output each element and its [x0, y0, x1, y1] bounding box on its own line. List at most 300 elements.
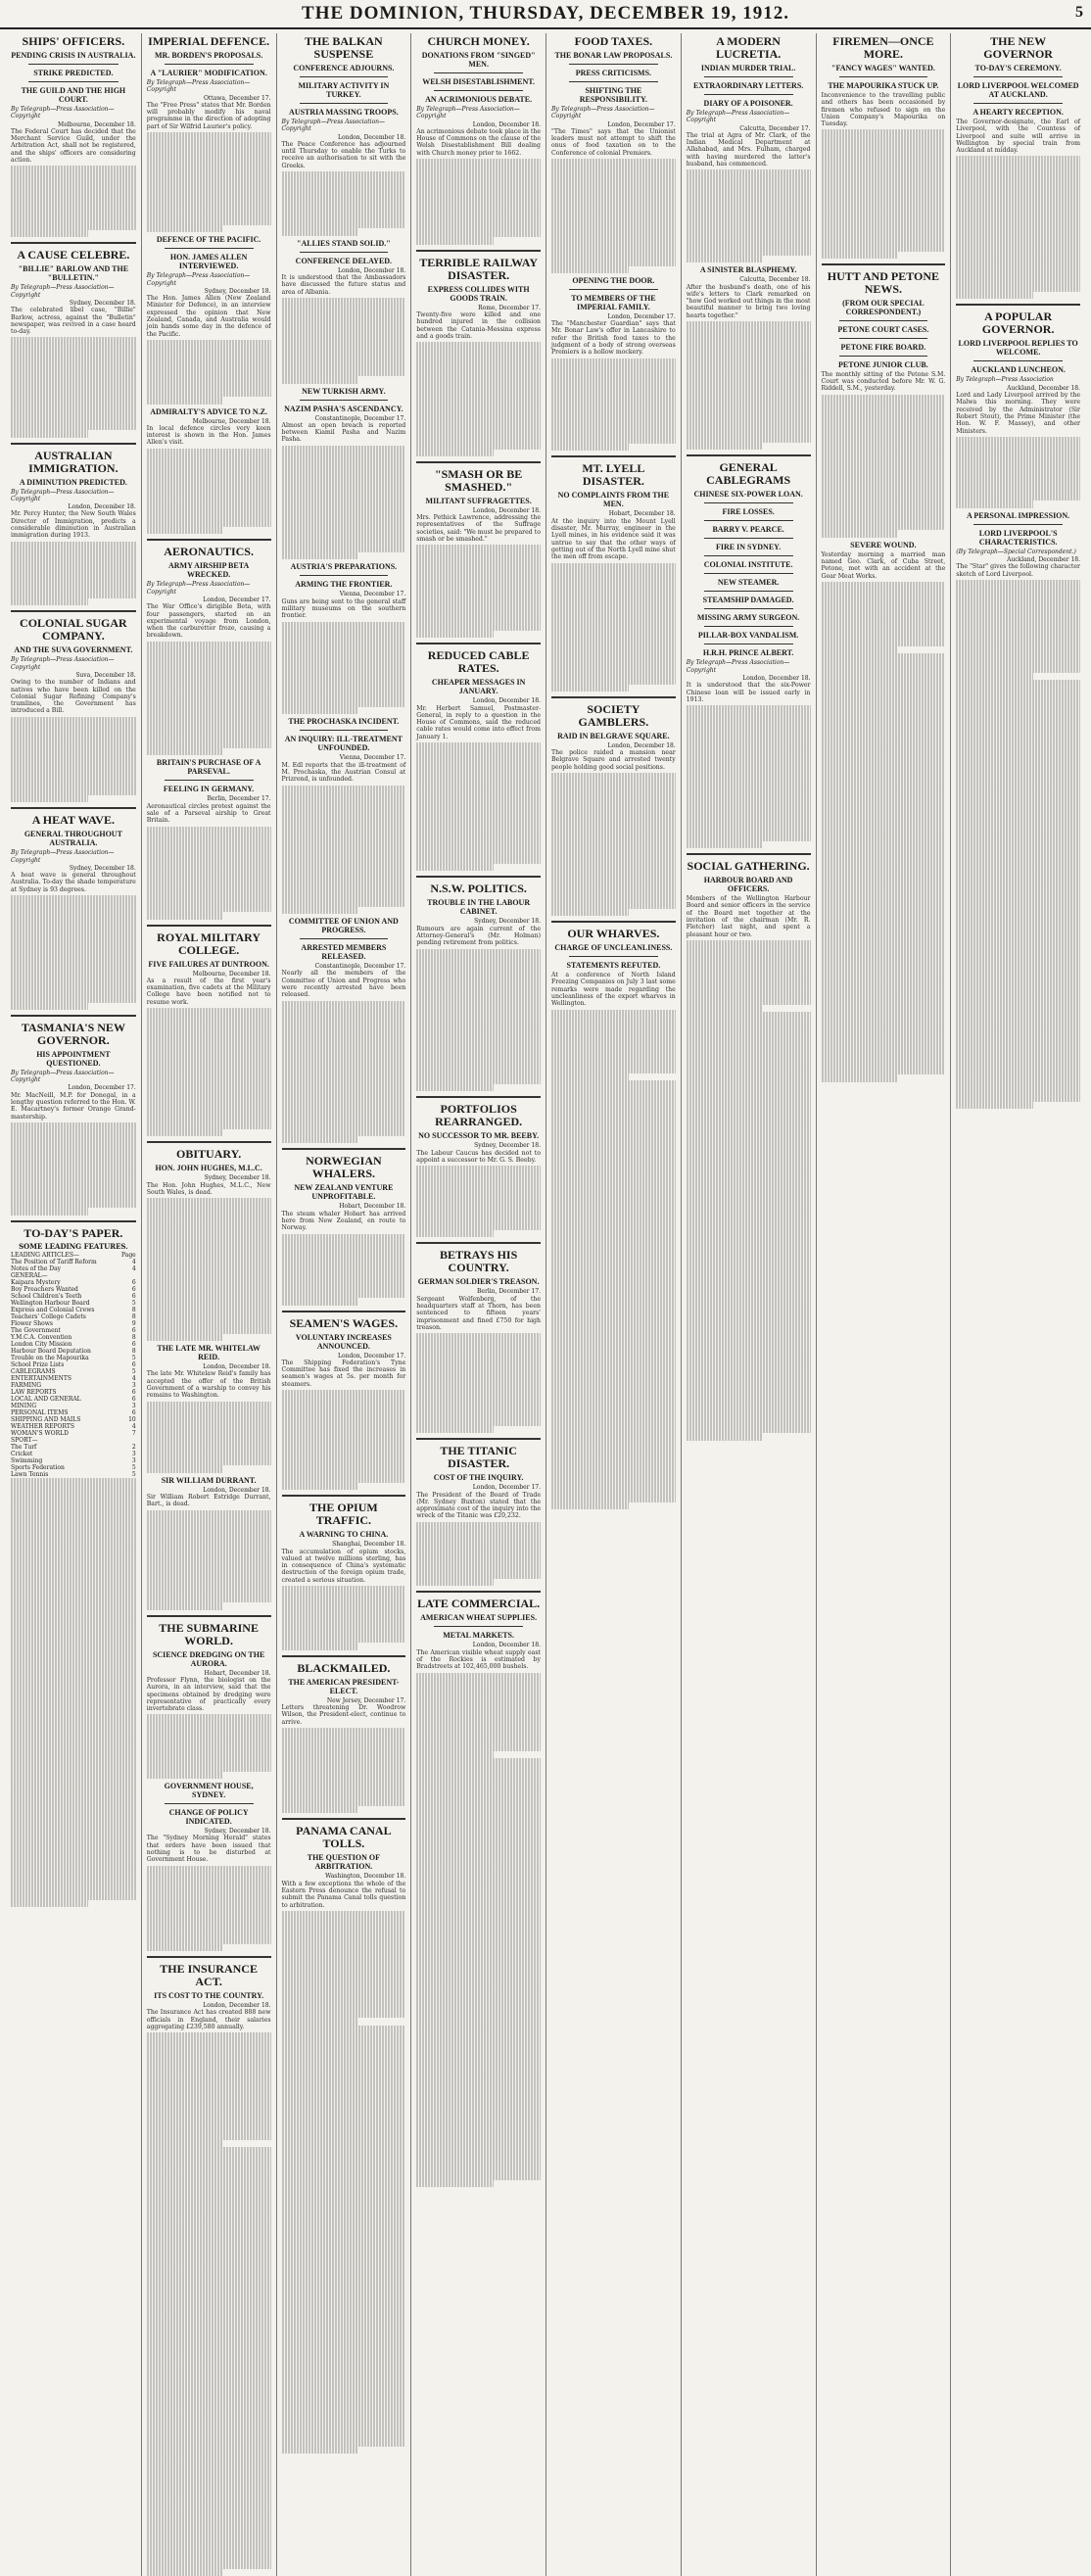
body-text-line: [956, 966, 1080, 973]
body-text-line: [822, 395, 946, 402]
article-headline: THE BALKAN SUSPENSE: [305, 34, 383, 61]
body-text-line: [956, 716, 1080, 723]
body-text-line: [11, 1194, 136, 1201]
body-text-line: [416, 2123, 541, 2129]
body-text-line: [147, 1465, 224, 1472]
body-text-line: [687, 256, 764, 262]
body-text-line: [822, 501, 946, 508]
body-text-line: [11, 1550, 136, 1556]
body-text-line: [551, 1131, 676, 1138]
body-text-line: [416, 1973, 541, 1980]
body-text-line: [551, 209, 676, 215]
body-text-line: [147, 1051, 271, 1058]
body-text-line: [416, 1216, 541, 1222]
body-text-line: [822, 660, 946, 667]
article-subheading: SIR WILLIAM DURRANT.: [161, 1475, 257, 1485]
body-text-line: [147, 2283, 271, 2290]
body-text-line: [416, 1398, 541, 1405]
body-text-line: [282, 1968, 406, 1975]
body-text-line: [147, 1241, 271, 1248]
body-text-line: [11, 223, 136, 230]
article-subheading: LORD LIVERPOOL'S CHARACTERISTICS.: [978, 528, 1058, 547]
toc-label: PERSONAL ITEMS: [11, 1409, 69, 1417]
heading-rule: [839, 320, 928, 321]
body-text-line: [956, 1066, 1080, 1073]
body-text-line: [416, 2144, 541, 2151]
dateline-place: Auckland, December 18.: [1007, 556, 1080, 564]
body-text-line: [11, 570, 136, 577]
body-text-line: [416, 1823, 541, 1830]
body-text-line: [416, 778, 541, 785]
article-divider: [551, 455, 676, 457]
body-text-line: [416, 1887, 541, 1894]
body-text-line: [551, 1117, 676, 1123]
body-text-line: [687, 997, 811, 1004]
body-text-line: [416, 1376, 541, 1383]
article-subheading: ADMIRALTY'S ADVICE TO N.Z.: [150, 406, 267, 416]
body-text-line: [416, 1744, 541, 1751]
body-text-line: [416, 757, 541, 764]
body-text-line: [11, 549, 136, 555]
body-text-line: [147, 2390, 271, 2397]
toc-page: 10: [128, 1416, 136, 1424]
article-headline: GENERAL CABLEGRAMS: [706, 460, 791, 488]
body-text-line: [687, 813, 811, 820]
body-text-line: [551, 1331, 676, 1338]
body-text-line: [416, 1715, 541, 1722]
body-text-line: [282, 2390, 406, 2397]
body-text-line: [11, 1757, 136, 1764]
toc-label: WEATHER REPORTS: [11, 1423, 74, 1431]
body-text-line: [687, 1361, 811, 1368]
body-text-line: [147, 1086, 271, 1093]
body-text-line: [416, 1730, 541, 1737]
body-text-line: [416, 1966, 541, 1973]
dateline-place: London, December 18.: [337, 133, 406, 141]
body-text-line: [416, 581, 541, 588]
body-text-line: [282, 650, 406, 657]
body-text-line: [687, 169, 811, 176]
article-paragraph: Inconvenience to the travelling public and others has been occasioned by firemen who refused to sign on the Union Company's Mapourika on Tuesday.: [821, 92, 946, 128]
toc-page: 6: [131, 1389, 136, 1397]
article-subheading: BARRY V. PEARCE.: [712, 525, 784, 535]
body-text-line: [282, 1643, 359, 1649]
body-text-line: [11, 1628, 136, 1635]
body-text-line: [416, 1844, 541, 1851]
article-subheading: "FANCY WAGES" WANTED.: [831, 64, 935, 72]
body-text-line: [11, 1208, 88, 1215]
dateline-place: Sydney, December 18.: [204, 1174, 271, 1182]
body-text-line: [147, 2561, 271, 2568]
body-text-line: [147, 2075, 271, 2082]
body-text-line: [551, 215, 676, 222]
body-text-line: [687, 798, 811, 805]
body-text-line: [956, 1080, 1080, 1087]
body-text-line: [416, 1173, 541, 1180]
body-text-line: [147, 1319, 271, 1326]
body-text-line: [416, 764, 541, 771]
article-subheading: A DIMINUTION PREDICTED.: [19, 477, 127, 487]
toc-subtitle: SOME LEADING FEATURES.: [19, 1241, 128, 1251]
body-text-line: [282, 2004, 406, 2011]
body-text-line: [11, 408, 136, 415]
body-text-line: [11, 1643, 136, 1649]
body-text-line: [11, 1821, 136, 1828]
body-text-line: [822, 646, 899, 653]
heading-rule: [973, 524, 1063, 525]
body-text-line: [551, 266, 629, 273]
body-text-line: [416, 2172, 541, 2179]
toc-label: Kaipara Mystery: [11, 1279, 61, 1287]
body-text-line: [956, 744, 1080, 751]
heading-rule: [165, 780, 254, 781]
article-headline: NORWEGIAN WHALERS.: [306, 1154, 382, 1181]
body-text-line: [416, 2080, 541, 2087]
body-text-line: [416, 2180, 494, 2187]
body-text-line: [11, 1664, 136, 1671]
body-text-line: [147, 1729, 271, 1736]
toc-label: The Position of Tariff Reform: [11, 1259, 97, 1266]
article: [147, 1141, 271, 1341]
body-text-line: [282, 1108, 406, 1115]
body-text-line: [282, 1976, 406, 1982]
body-text-line: [416, 749, 541, 756]
body-text-line: [551, 1416, 676, 1423]
body-text-line: [147, 1937, 271, 1944]
body-text-line: [11, 1771, 136, 1778]
body-text-line: [687, 1326, 811, 1333]
body-text-line: [147, 2054, 271, 2061]
body-text-line: [551, 252, 676, 259]
body-text-line: [416, 1056, 541, 1063]
article-subheading: FIVE FAILURES AT DUNTROON.: [148, 959, 269, 969]
article-subheading: NO COMPLAINTS FROM THE MEN.: [557, 491, 670, 509]
toc-row: [11, 1382, 136, 1389]
body-text-line: [416, 1816, 541, 1823]
body-text-line: [147, 2297, 271, 2304]
body-text-line: [687, 1262, 811, 1268]
body-text-line: [147, 375, 271, 382]
body-text-line: [147, 2340, 271, 2347]
body-text-line: [147, 1269, 271, 1276]
body-text-line: [147, 2190, 271, 2197]
body-text-line: [282, 799, 406, 806]
body-text-line: [822, 832, 946, 838]
body-text-line: [956, 263, 1080, 270]
toc-row: [11, 1355, 136, 1361]
body-text-line: [11, 195, 136, 202]
article-subheading: CONFERENCE ADJOURNS.: [293, 64, 395, 72]
body-text-line: [416, 1765, 541, 1772]
body-text-line: [822, 753, 946, 760]
body-text-line: [282, 2190, 406, 2197]
body-text-line: [147, 2455, 271, 2461]
article-subheading: BRITAIN'S PURCHASE OF A PARSEVAL.: [156, 758, 261, 777]
body-text-line: [822, 975, 946, 981]
body-text-line: [147, 189, 271, 196]
body-text-line: [551, 1181, 676, 1188]
body-text-line: [147, 204, 271, 211]
body-text-line: [416, 2044, 541, 2051]
body-text-line: [147, 670, 271, 677]
toc-row: [11, 1327, 136, 1334]
article-subheading: AMERICAN WHEAT SUPPLIES.: [420, 1613, 538, 1623]
body-text-line: [551, 1024, 676, 1030]
body-text-line: [551, 1245, 676, 1252]
body-text-line: [282, 2447, 359, 2454]
body-text-line: [147, 1908, 271, 1915]
body-text-line: [11, 1721, 136, 1728]
body-text-line: [282, 1015, 406, 1022]
article-subheading: DEFENCE OF THE PACIFIC.: [156, 235, 261, 245]
body-text-line: [147, 848, 271, 855]
body-text-line: [147, 390, 271, 397]
body-text-line: [822, 882, 946, 888]
body-text-line: [147, 1944, 224, 1951]
body-text-line: [11, 598, 88, 605]
toc-label: London City Mission: [11, 1341, 72, 1349]
article: [822, 263, 946, 538]
dateline: (By Telegraph—Special Correspondent.): [956, 548, 1076, 555]
body-text-line: [416, 799, 541, 806]
body-text-line: [147, 2069, 271, 2075]
body-text-line: [687, 1040, 811, 1047]
body-text-line: [147, 1312, 271, 1319]
toc-label: School Prize Lists: [11, 1361, 65, 1369]
toc-row: [11, 1389, 136, 1396]
body-text-line: [147, 1602, 224, 1609]
body-text-line: [147, 2526, 271, 2533]
body-text-line: [822, 896, 946, 903]
body-text-line: [822, 129, 946, 136]
body-text-line: [551, 1188, 676, 1195]
article: [822, 541, 946, 653]
body-text-line: [147, 2569, 224, 2576]
dateline-place: Sydney, December 18.: [474, 918, 541, 926]
body-text-line: [956, 177, 1080, 184]
article-paragraph: Twenty-five were killed and one hundred injured in the collision between the Catania-Messina express and a goods train.: [416, 310, 541, 340]
body-text-line: [11, 1514, 136, 1521]
body-text-line: [147, 1539, 271, 1546]
body-text-line: [687, 378, 811, 385]
body-text-line: [687, 1026, 811, 1032]
body-text-line: [11, 1728, 136, 1735]
body-text-line: [416, 821, 541, 828]
body-text-line: [551, 394, 676, 401]
toc-label: Wellington Harbour Board: [11, 1300, 90, 1308]
body-text-line: [282, 857, 406, 864]
body-text-line: [282, 2169, 406, 2175]
body-text-line: [282, 2197, 406, 2204]
body-text-line: [147, 1567, 271, 1574]
article-divider: [416, 643, 541, 644]
body-text-line: [687, 371, 811, 378]
toc-label: Cricket: [11, 1451, 33, 1458]
heading-rule: [165, 248, 254, 249]
body-text-line: [551, 648, 676, 655]
body-text-line: [147, 1094, 271, 1101]
body-text-line: [416, 1187, 541, 1194]
body-text-line: [416, 223, 541, 230]
body-text-line: [147, 2133, 271, 2140]
article-subheading: MILITARY ACTIVITY IN TURKEY.: [298, 81, 390, 99]
body-text-line: [551, 1167, 676, 1173]
body-text-line: [956, 1037, 1080, 1044]
body-text-line: [551, 1374, 676, 1381]
body-text-line: [147, 1198, 271, 1205]
article: [282, 1818, 406, 2025]
body-text-line: [687, 1162, 811, 1169]
body-text-line: [11, 1742, 136, 1749]
article-headline: OUR WHARVES.: [567, 927, 660, 941]
body-text-line: [687, 990, 811, 997]
article-headline: LATE COMMERCIAL.: [417, 1597, 541, 1611]
body-text-line: [282, 178, 406, 185]
article-paragraph: It is understood that the Ambassadors have discussed the future status and area of Albania.: [281, 274, 406, 296]
article-subheading: THE QUESTION OF ARBITRATION.: [307, 1853, 380, 1872]
body-text-line: [282, 807, 406, 814]
article-subheading: MILITANT SUFFRAGETTES.: [425, 496, 532, 505]
body-text-line: [147, 499, 271, 505]
body-text-line: [822, 495, 946, 501]
body-text-line: [822, 1039, 946, 1046]
body-text-line: [282, 474, 406, 481]
body-text-line: [416, 1944, 541, 1951]
body-text-line: [416, 1166, 541, 1172]
body-text-line: [282, 2375, 406, 2382]
body-text-line: [416, 378, 541, 385]
body-text-line: [687, 364, 811, 371]
body-text-line: [147, 2448, 271, 2455]
toc-page: 5: [131, 1471, 136, 1479]
body-text-line: [282, 1101, 406, 1108]
body-text-line: [11, 788, 136, 795]
body-text-line: [147, 211, 271, 217]
body-text-line: [147, 1108, 271, 1115]
body-text-line: [551, 422, 676, 429]
body-text-line: [687, 1298, 811, 1305]
article-headline: AUSTRALIAN IMMIGRATION.: [28, 448, 119, 475]
body-text-line: [11, 202, 136, 209]
toc-label: FARMING: [11, 1382, 42, 1390]
article-divider: [416, 1438, 541, 1440]
article-headline: IMPERIAL DEFENCE.: [148, 34, 270, 48]
body-text-line: [687, 1433, 764, 1440]
article-divider: [822, 263, 946, 265]
body-text-line: [416, 202, 541, 209]
body-text-line: [282, 453, 406, 459]
body-text-line: [147, 1129, 224, 1136]
heading-rule: [569, 289, 658, 290]
body-text-line: [147, 1015, 271, 1022]
article: [147, 925, 271, 1137]
body-text-line: [282, 171, 406, 178]
toc-row: [11, 1416, 136, 1423]
body-text-line: [687, 1126, 811, 1133]
body-text-line: [416, 1873, 541, 1880]
newspaper-columns: [6, 33, 1085, 2031]
article: [147, 35, 271, 232]
article-subheading: A WARNING TO CHINA.: [299, 1530, 389, 1540]
body-text-line: [551, 166, 676, 172]
body-text-line: [282, 1086, 406, 1093]
article-subheading: ITS COST TO THE COUNTRY.: [154, 1991, 264, 2001]
body-text-line: [687, 962, 811, 969]
body-text-line: [822, 402, 946, 408]
body-text-line: [147, 1276, 271, 1283]
article-divider: [551, 921, 676, 923]
body-text-line: [687, 428, 811, 435]
body-text-line: [416, 1723, 541, 1730]
body-text-line: [822, 725, 946, 732]
body-text-line: [11, 1799, 136, 1806]
body-text-line: [11, 180, 136, 187]
toc-row: [11, 1334, 136, 1341]
body-text-line: [551, 1160, 676, 1167]
body-text-line: [11, 395, 136, 402]
body-text-line: [147, 1750, 271, 1757]
toc-row: [11, 1437, 136, 1444]
body-text-line: [956, 156, 1080, 163]
body-text-line: [11, 577, 136, 584]
toc-page: 2: [131, 1444, 136, 1452]
body-text-line: [416, 1987, 541, 1994]
body-text-line: [822, 530, 899, 537]
body-text-line: [416, 1411, 541, 1418]
body-text-line: [416, 835, 541, 842]
article-paragraph: Sir William Robert Estridge Durrant, Bart., is dead.: [146, 1493, 271, 1508]
heading-rule: [300, 730, 389, 731]
body-text-line: [956, 666, 1080, 673]
article: [11, 1015, 136, 1216]
body-text-line: [282, 1433, 406, 1440]
body-text-line: [687, 1312, 811, 1318]
body-text-line: [147, 2162, 271, 2169]
body-text-line: [687, 1198, 811, 1205]
article-subheading: A PERSONAL IMPRESSION.: [967, 510, 1070, 520]
toc-row: [11, 1313, 136, 1320]
body-text-line: [551, 1438, 676, 1445]
body-text-line: [687, 1119, 811, 1125]
body-text-line: [11, 739, 136, 745]
body-text-line: [822, 775, 946, 782]
body-text-line: [282, 481, 406, 488]
toc-label: Harbour Board Deputation: [11, 1348, 91, 1356]
body-text-line: [416, 1758, 541, 1765]
body-text-line: [11, 1528, 136, 1535]
dateline-place: London, December 17.: [472, 1484, 541, 1492]
body-text-line: [11, 1900, 88, 1907]
body-text-line: [282, 1749, 406, 1756]
article-paragraph: The Hon. John Hughes, M.L.C., New South Wales, is dead.: [146, 1181, 271, 1196]
article-divider: [956, 304, 1080, 306]
body-text-line: [551, 1459, 676, 1466]
body-text-line: [687, 1176, 811, 1183]
body-text-line: [282, 1629, 406, 1636]
body-text-line: [551, 816, 676, 823]
body-text-line: [416, 2009, 541, 2016]
body-text-line: [551, 677, 676, 684]
body-text-line: [687, 784, 811, 790]
body-text-line: [11, 1585, 136, 1592]
body-text-line: [551, 1253, 676, 1260]
body-text-line: [822, 180, 946, 187]
body-text-line: [147, 2125, 271, 2132]
body-text-line: [956, 816, 1080, 823]
body-text-line: [956, 1087, 1080, 1094]
body-text-line: [11, 358, 136, 365]
article: [822, 35, 946, 259]
